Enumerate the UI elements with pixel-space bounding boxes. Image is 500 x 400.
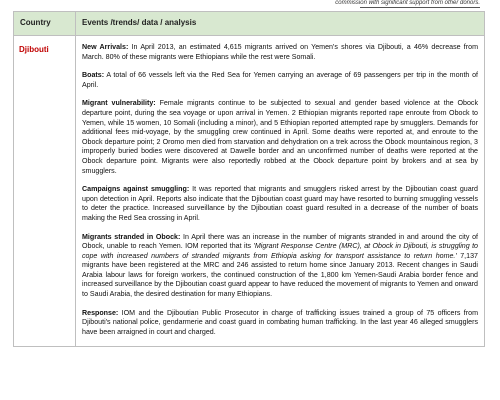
paragraph-text: Female migrants continue to be subjected to sexual and gender based violence at the Obock departure point, during the sea voyage or upon arrival in Yemen. 2 Ethiopian migrants reported rape enroute from Obock to Yemen, while 15 women, 10 Somali (including a minor), and 5 Ethiopian reported attempted rape by smugglers. Demands for additional fees mid-voyage, by the smuggling crew continued in April. Some deaths were reported at, and enroute to the Obock departure point; 2 Oromo men died from starvation and dehydration on a trek across the Obock mountainous region, 3 improperly buried bodies were discovered at Dawelle border and an unconfirmed number of deaths were reported at the Obock departure point. Migrants were also reportedly robbed at the Obock departure point by brokers and at sea by smugglers. — [82, 99, 479, 175]
paragraph-text: In April there was an increase in the number of migrants stranded in and around the city of Obock, unable to reach Yemen. IOM reported that its — [82, 232, 479, 251]
paragraph-migrants-stranded — [82, 233, 478, 300]
table-row — [14, 36, 485, 347]
paragraph-heading: Campaigns against smuggling: — [82, 185, 190, 194]
paragraph-text: It was reported that migrants and smugglers risked arrest by the Djiboutian coast guard upon detection in April. Reports also indicate that the Djiboutian coast guard may have resorted to burning smuggling vessels to deter the practice. Increased surveillance by the Djiboutian coast guard resulted in a decrease of the number of boats making the Red Sea crossing in April. — [82, 185, 478, 222]
top-divider — [360, 7, 480, 8]
paragraph-new-arrivals — [82, 43, 478, 62]
paragraph-text: In April 2013, an estimated 4,615 migrants arrived on Yemen's shores via Djibouti, a 46% decrease from March. 80% of these migrants were Ethiopians while the rest were Somali. — [82, 43, 478, 61]
paragraph-heading: Response: — [82, 308, 119, 317]
paragraph-migrant-vulnerability — [82, 99, 478, 176]
header-country: Country — [14, 12, 76, 36]
analysis-table — [13, 11, 485, 347]
paragraph-heading: New Arrivals: — [82, 43, 129, 51]
paragraph-text: 7,137 migrants have been registered at the MRC and 246 assisted to return home since January 2013. Recent changes in Saudi Arabia labour laws for foreign workers, the continued construction of the 1,800 km Yemen-Saudi Arabia border fence and increased surveillance by the Djiboutian coast guard appear to have reduced the movement of migrants to Yemen and onward to Saudi Arabia, the desired destination for many Ethiopians. — [82, 251, 478, 299]
events-cell — [76, 36, 485, 347]
header-events: Events /trends/ data / analysis — [76, 12, 485, 36]
paragraph-boats — [82, 71, 478, 90]
paragraph-response — [82, 309, 478, 338]
paragraph-quote: 'Migrant Response Centre (MRC), at Obock in Djibouti, is struggling to cope with increased numbers of stranded migrants from Ethiopia asking for transport assistance to return home.' — [82, 242, 478, 260]
paragraph-heading: Migrant vulnerability: — [82, 99, 156, 108]
paragraph-heading: Boats: — [82, 71, 105, 80]
table-header-row — [14, 12, 485, 36]
paragraph-heading: Migrants stranded in Obock: — [82, 232, 181, 241]
paragraph-campaigns-against-smuggling — [82, 185, 478, 223]
paragraph-text: IOM and the Djiboutian Public Prosecutor in charge of trafficking issues trained a group of 75 officers from Djibouti's national police, gendarmerie and coast guard in combating human trafficking. In the last year 46 alleged smugglers have been arraigned in court and charged. — [82, 308, 478, 336]
country-cell: Djibouti — [14, 36, 76, 347]
top-note: commission with significant support from other donors. — [335, 0, 480, 6]
paragraph-text: A total of 66 vessels left via the Red Sea for Yemen carrying an average of 69 passengers per trip in the month of April. — [82, 71, 478, 89]
